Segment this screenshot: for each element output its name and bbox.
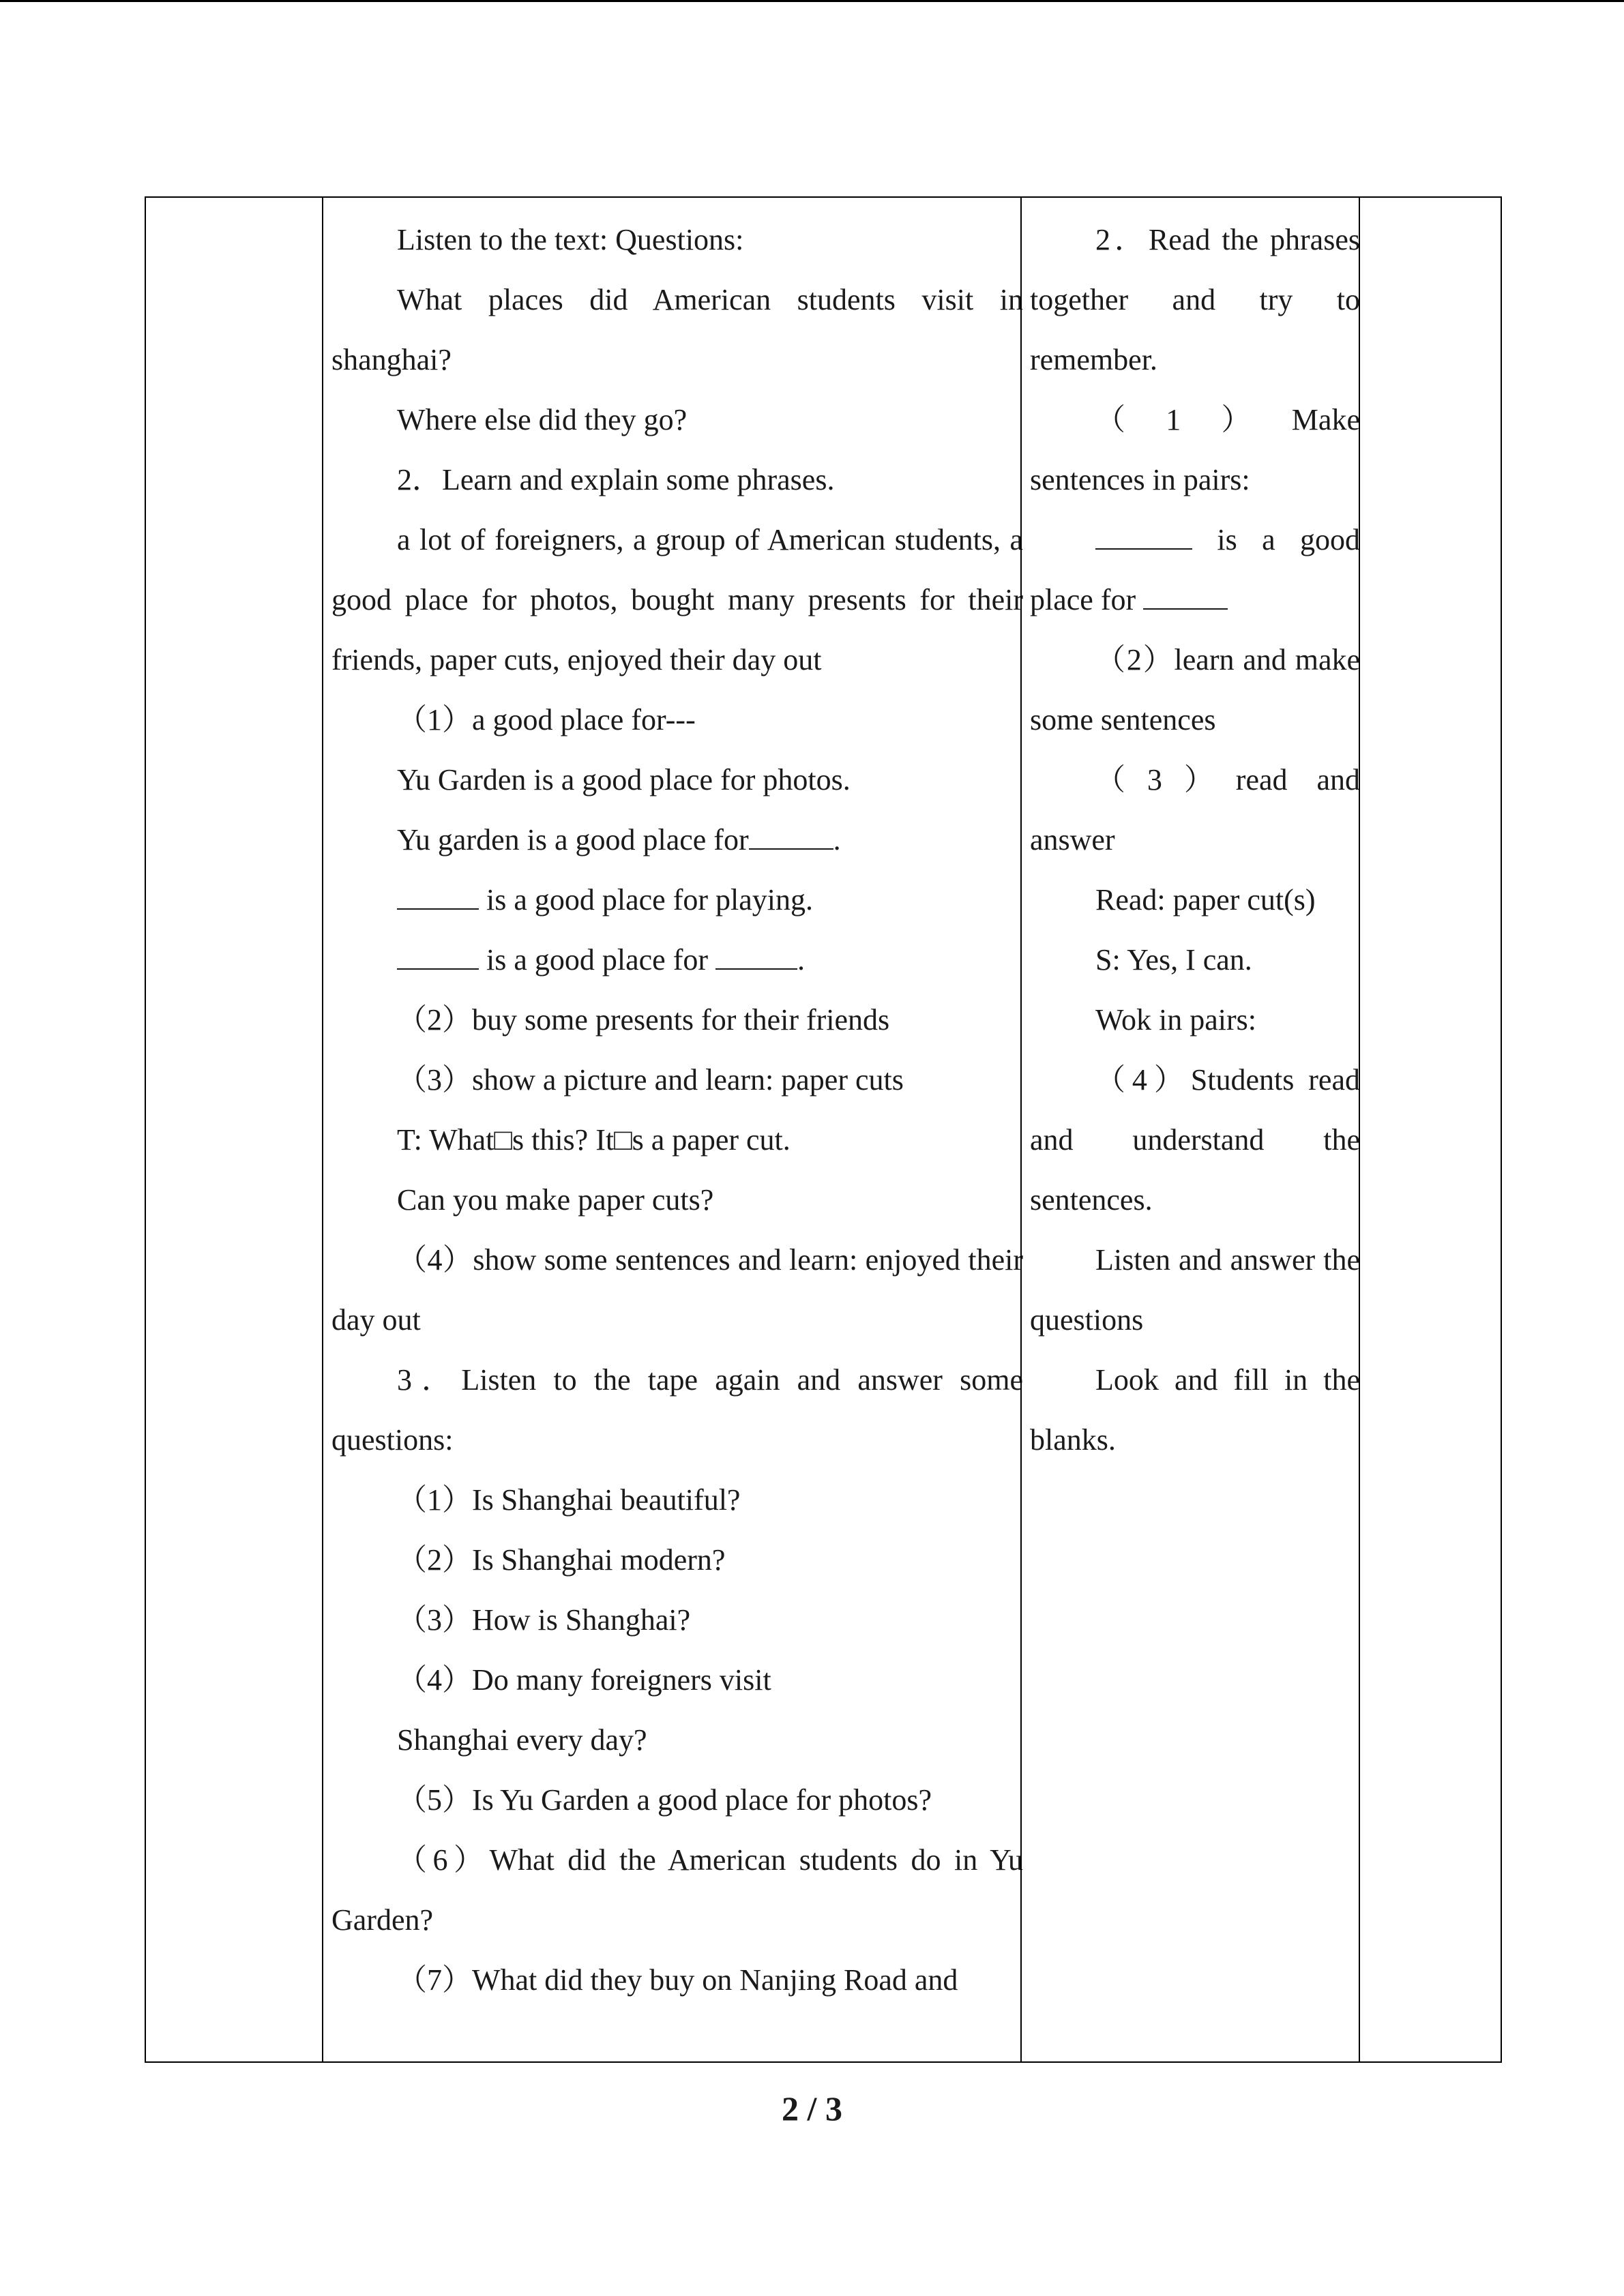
- text-line: （3）read and answer: [1030, 763, 1360, 856]
- teacher-activities-text: [331, 210, 1023, 2010]
- text-line: 2．Read the phrases together and try to remember.: [1030, 223, 1360, 376]
- period: .: [797, 943, 805, 976]
- text-line: Listen and answer the questions: [1030, 1243, 1360, 1337]
- line-text: is a good place for playing.: [486, 883, 813, 916]
- text-line: （1）Make sentences in pairs:: [1030, 403, 1360, 496]
- text-line: （4）show some sentences and learn: enjoyed their day out: [331, 1243, 1023, 1337]
- text-line: T: What□s this? It□s a paper cut.: [397, 1123, 791, 1157]
- line-text: Yu garden is a good place for: [397, 823, 749, 856]
- lesson-table: [145, 196, 1502, 2063]
- fill-blank: [715, 933, 797, 970]
- text-line: （4）Do many foreigners visit: [397, 1663, 771, 1697]
- text-line: Can you make paper cuts?: [397, 1183, 714, 1217]
- text-line: S: Yes, I can.: [1095, 943, 1252, 976]
- text-line: [331, 870, 1023, 930]
- text-line: Where else did they go?: [397, 403, 688, 436]
- text-line: （3）How is Shanghai?: [397, 1603, 691, 1637]
- text-line: （6）What did the American students do in Yu Garden?: [331, 1843, 1023, 1937]
- text-line: 2．Learn and explain some phrases.: [397, 463, 835, 496]
- text-line: Shanghai every day?: [397, 1723, 647, 1757]
- fill-blank: [1143, 573, 1228, 610]
- text-line: What places did American students visit in shanghai?: [331, 283, 1023, 376]
- text-line: Read: paper cut(s): [1095, 883, 1316, 916]
- fill-blank: [397, 873, 479, 910]
- table-column-4: [1359, 196, 1502, 2063]
- table-column-teacher-activities: [322, 196, 1022, 2063]
- text-line: Listen to the text: Questions:: [397, 223, 744, 256]
- page-number: 2 / 3: [782, 2089, 842, 2128]
- text-line: 3．Listen to the tape again and answer some questions:: [331, 1363, 1023, 1457]
- text-line: Look and fill in the blanks.: [1030, 1363, 1360, 1457]
- fill-blank: [1095, 513, 1192, 550]
- text-line: [331, 930, 1023, 990]
- line-text: is a good place for: [486, 943, 708, 976]
- text-line: [1030, 510, 1360, 630]
- text-line: Yu Garden is a good place for photos.: [397, 763, 851, 796]
- table-column-1: [145, 196, 323, 2063]
- table-column-student-activities: [1020, 196, 1360, 2063]
- text-line: Wok in pairs:: [1095, 1003, 1256, 1037]
- fill-blank: [397, 933, 479, 970]
- line-text: is a good place for: [1030, 523, 1360, 616]
- fill-blank: [749, 813, 833, 850]
- student-activities-text: [1030, 210, 1360, 1470]
- text-line: a lot of foreigners, a group of American students, a good place for photos, bought many presents for their friends, paper cuts, enjoyed their day out: [331, 523, 1023, 676]
- text-line: （1）Is Shanghai beautiful?: [397, 1483, 741, 1517]
- text-line: （2）learn and make some sentences: [1030, 643, 1360, 736]
- text-line: （4）Students read and understand the sentences.: [1030, 1063, 1360, 1217]
- text-line: （3）show a picture and learn: paper cuts: [397, 1063, 904, 1097]
- text-line: （7）What did they buy on Nanjing Road and: [397, 1963, 958, 1997]
- text-line: [331, 810, 1023, 870]
- text-line: （1）a good place for---: [397, 703, 696, 736]
- text-line: （2）buy some presents for their friends: [397, 1003, 890, 1037]
- text-line: （2）Is Shanghai modern?: [397, 1543, 726, 1577]
- period: .: [833, 823, 841, 856]
- top-rule: [0, 0, 1624, 2]
- text-line: （5）Is Yu Garden a good place for photos?: [397, 1783, 932, 1817]
